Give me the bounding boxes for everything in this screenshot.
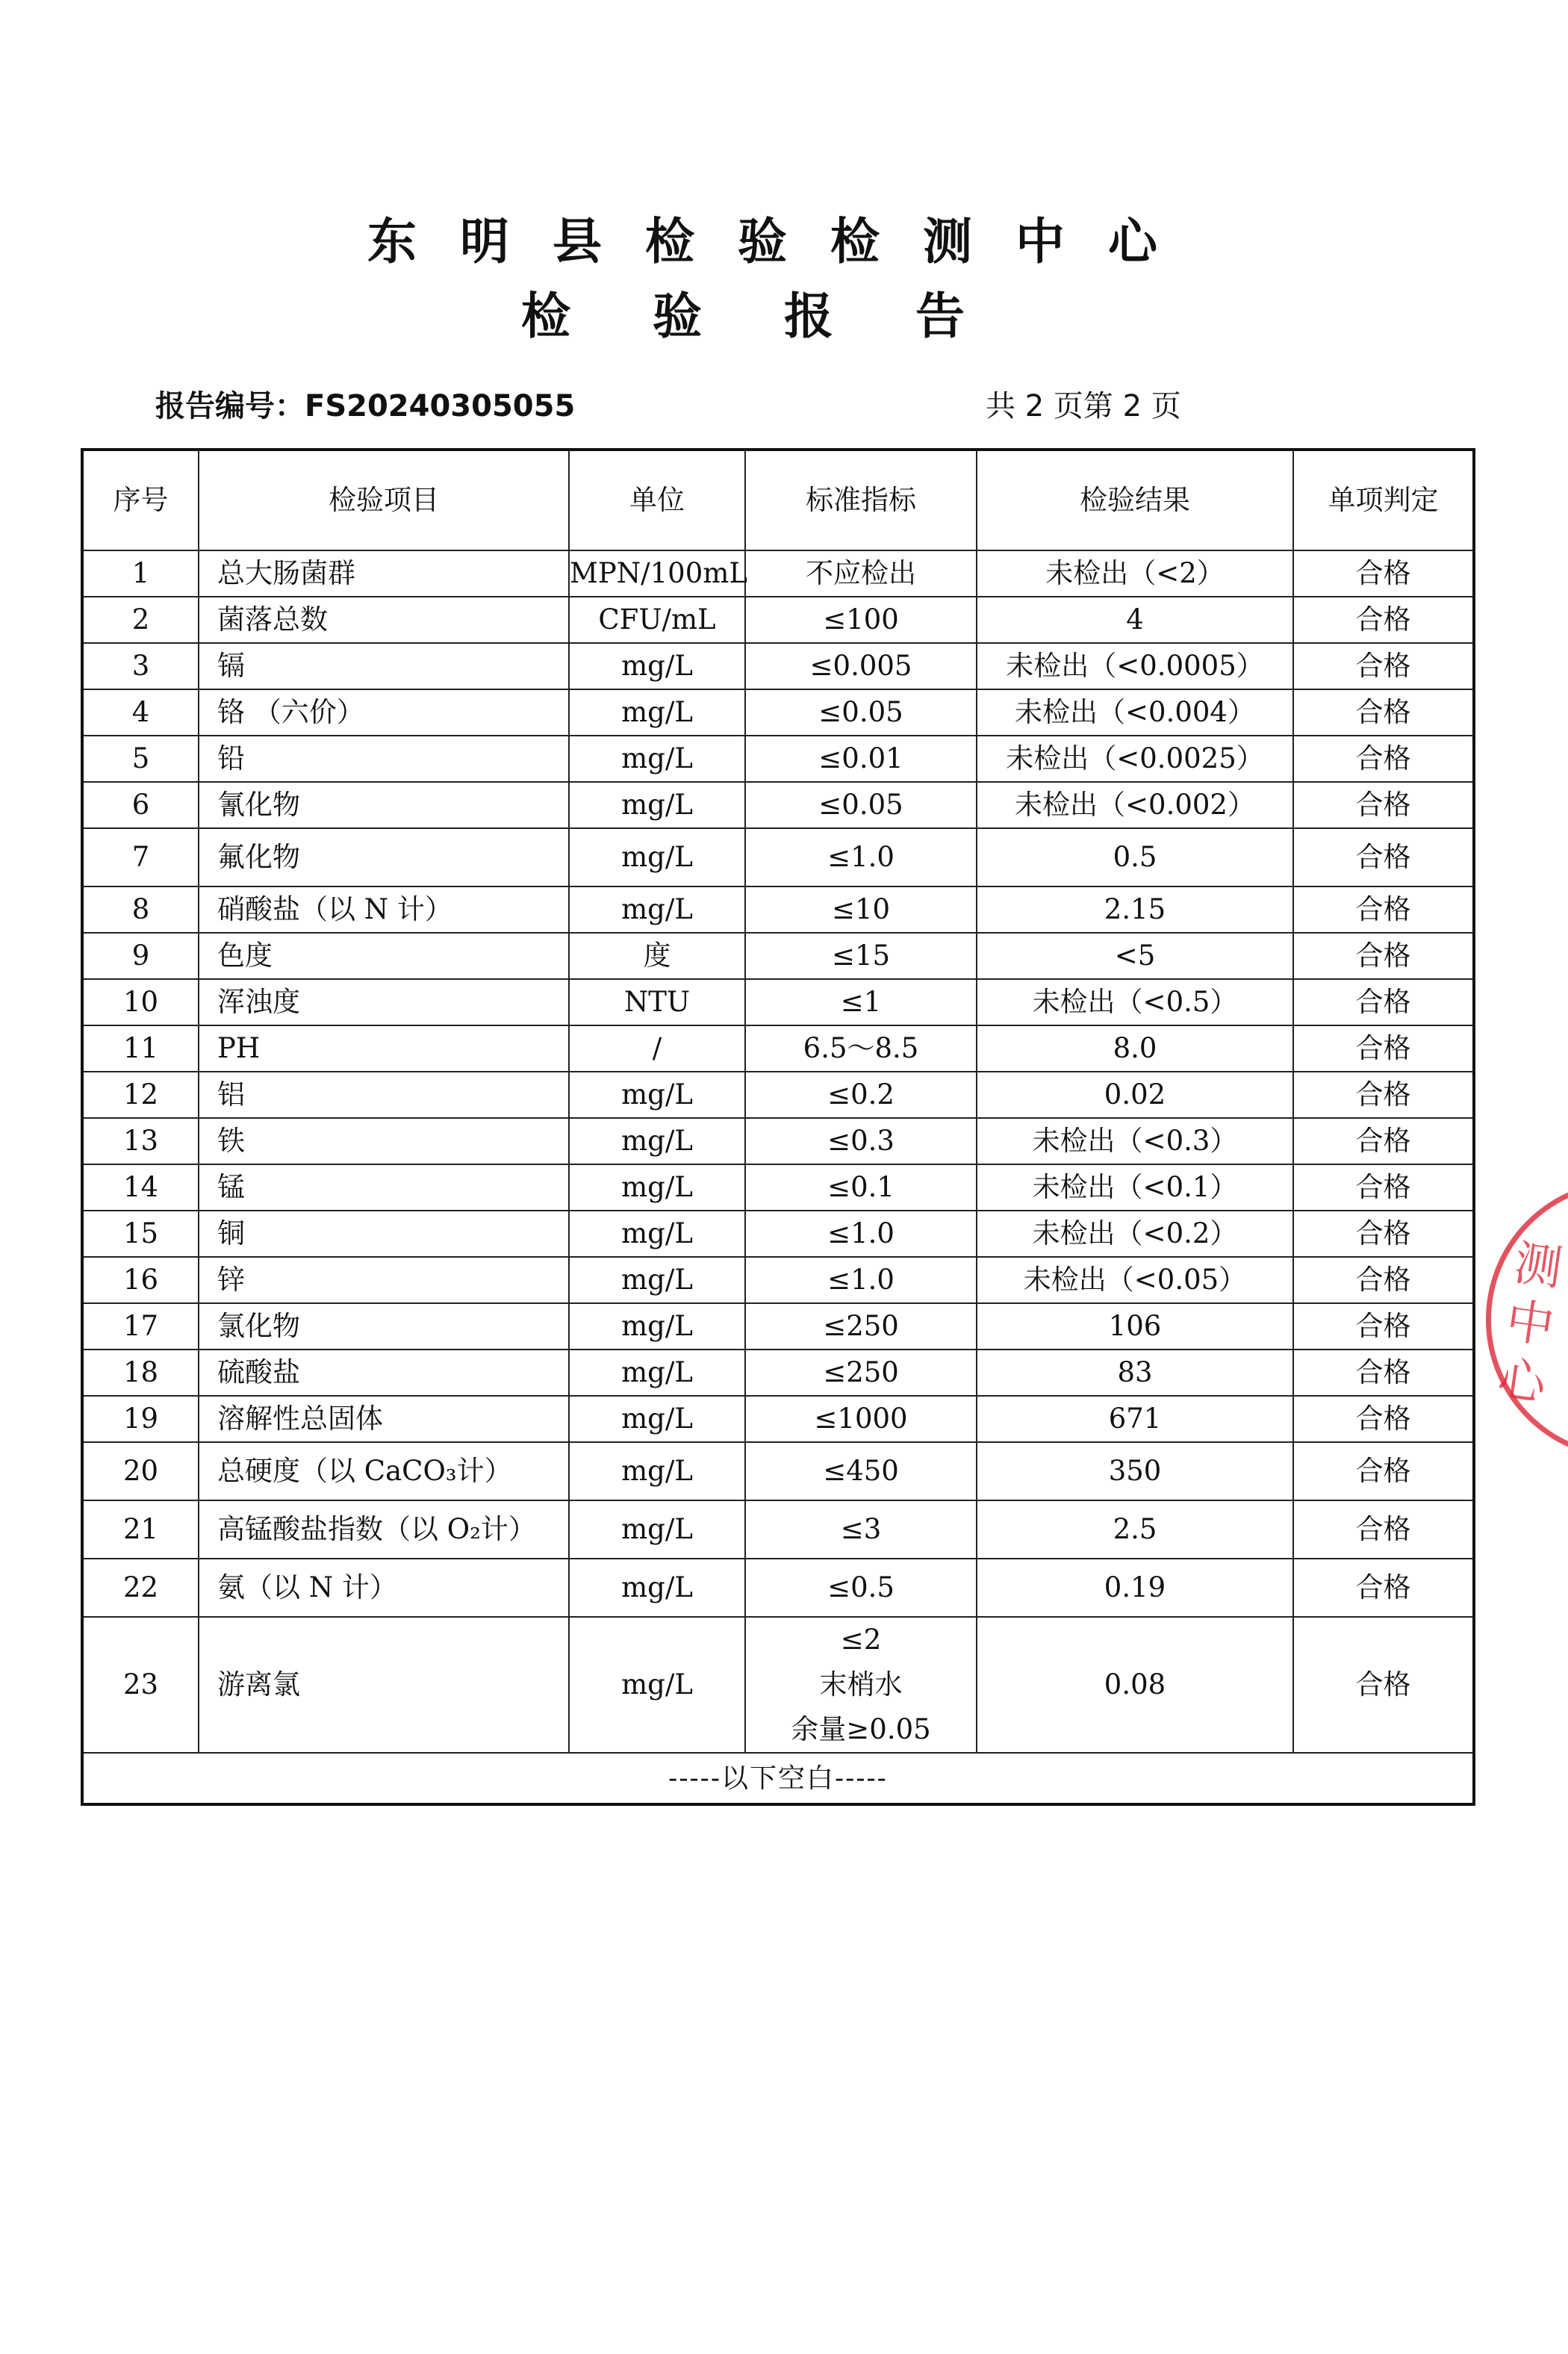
cell-unit: mg/L (569, 1303, 745, 1350)
cell-item: 铬 （六价） (199, 689, 569, 736)
cell-item: 镉 (199, 643, 569, 689)
cell-item: 色度 (199, 933, 569, 979)
cell-result: 2.15 (977, 886, 1293, 933)
table-row (82, 1118, 1474, 1164)
cell-no: 16 (82, 1257, 199, 1303)
col-header-result: 检验结果 (977, 450, 1293, 550)
cell-item: 硝酸盐（以 N 计） (199, 886, 569, 933)
table-row (82, 1257, 1474, 1303)
cell-unit: NTU (569, 979, 745, 1025)
table-row (82, 1025, 1474, 1072)
cell-judgement: 合格 (1293, 1025, 1474, 1072)
cell-unit: mg/L (569, 736, 745, 782)
cell-standard: ≤1.0 (745, 1257, 977, 1303)
cell-standard: 不应检出 (745, 550, 977, 597)
cell-item: 铅 (199, 736, 569, 782)
cell-standard: ≤1.0 (745, 1211, 977, 1257)
cell-result: 未检出（<0.002） (977, 782, 1293, 828)
cell-standard: ≤100 (745, 597, 977, 643)
cell-standard: ≤0.05 (745, 689, 977, 736)
cell-item: PH (199, 1025, 569, 1072)
table-row (82, 736, 1474, 782)
report-title: 检验报告 (521, 288, 1047, 345)
cell-result: 671 (977, 1396, 1293, 1442)
cell-standard: ≤3 (745, 1500, 977, 1559)
cell-judgement: 合格 (1293, 1257, 1474, 1303)
cell-judgement: 合格 (1293, 597, 1474, 643)
cell-judgement: 合格 (1293, 782, 1474, 828)
report-table (81, 448, 1475, 1806)
table-row (82, 1350, 1474, 1396)
table-row (82, 1164, 1474, 1211)
table-row (82, 979, 1474, 1025)
cell-result: 未检出（<0.2） (977, 1211, 1293, 1257)
cell-no: 22 (82, 1559, 199, 1617)
cell-standard: ≤10 (745, 886, 977, 933)
cell-item: 锌 (199, 1257, 569, 1303)
cell-judgement: 合格 (1293, 828, 1474, 886)
cell-unit: mg/L (569, 1442, 745, 1500)
cell-unit: mg/L (569, 782, 745, 828)
cell-judgement: 合格 (1293, 1350, 1474, 1396)
cell-item: 氯化物 (199, 1303, 569, 1350)
cell-unit: mg/L (569, 689, 745, 736)
cell-result: 未检出（<0.004） (977, 689, 1293, 736)
cell-unit: / (569, 1025, 745, 1072)
cell-standard: ≤0.5 (745, 1559, 977, 1617)
table-row (82, 1500, 1474, 1559)
cell-unit: mg/L (569, 828, 745, 886)
col-header-standard: 标准指标 (745, 450, 977, 550)
cell-item: 氰化物 (199, 782, 569, 828)
table-body (82, 550, 1474, 1804)
cell-judgement: 合格 (1293, 1500, 1474, 1559)
col-header-judgement: 单项判定 (1293, 450, 1474, 550)
cell-unit: mg/L (569, 886, 745, 933)
cell-standard: ≤0.05 (745, 782, 977, 828)
cell-result: 8.0 (977, 1025, 1293, 1072)
cell-item: 铝 (199, 1072, 569, 1118)
cell-item: 游离氯 (199, 1617, 569, 1753)
cell-unit: mg/L (569, 1559, 745, 1617)
cell-item: 菌落总数 (199, 597, 569, 643)
table-row (82, 1559, 1474, 1617)
cell-unit: mg/L (569, 1118, 745, 1164)
cell-no: 8 (82, 886, 199, 933)
cell-result: 未检出（<0.3） (977, 1118, 1293, 1164)
standard-line: 余量≥0.05 (791, 1713, 931, 1745)
cell-result: 未检出（<0.5） (977, 979, 1293, 1025)
cell-no: 20 (82, 1442, 199, 1500)
cell-standard: ≤0.1 (745, 1164, 977, 1211)
seal-text: 测中心 (1494, 1235, 1566, 1413)
page-info: 共 2 页第 2 页 (986, 389, 1181, 423)
cell-no: 6 (82, 782, 199, 828)
cell-unit: MPN/100mL (569, 550, 745, 597)
cell-judgement: 合格 (1293, 1442, 1474, 1500)
cell-standard: 6.5～8.5 (745, 1025, 977, 1072)
cell-judgement: 合格 (1293, 550, 1474, 597)
cell-judgement: 合格 (1293, 1617, 1474, 1753)
cell-result: <5 (977, 933, 1293, 979)
cell-standard: ≤1 (745, 979, 977, 1025)
cell-unit: mg/L (569, 1396, 745, 1442)
cell-result: 未检出（<0.05） (977, 1257, 1293, 1303)
cell-result: 106 (977, 1303, 1293, 1350)
cell-unit: mg/L (569, 1257, 745, 1303)
cell-no: 9 (82, 933, 199, 979)
cell-no: 23 (82, 1617, 199, 1753)
cell-no: 3 (82, 643, 199, 689)
col-header-item: 检验项目 (199, 450, 569, 550)
table-row (82, 782, 1474, 828)
cell-no: 2 (82, 597, 199, 643)
cell-no: 13 (82, 1118, 199, 1164)
report-number-label: 报告编号： (155, 389, 305, 423)
cell-unit: 度 (569, 933, 745, 979)
cell-judgement: 合格 (1293, 1118, 1474, 1164)
cell-standard: ≤0.2 (745, 1072, 977, 1118)
cell-unit: mg/L (569, 1500, 745, 1559)
table-header-row (82, 450, 1474, 550)
report-number-value: FS20240305055 (305, 389, 576, 423)
cell-standard: ≤0.01 (745, 736, 977, 782)
cell-judgement: 合格 (1293, 736, 1474, 782)
cell-item: 高锰酸盐指数（以 O₂计） (199, 1500, 569, 1559)
cell-result: 未检出（<0.0005） (977, 643, 1293, 689)
cell-item: 溶解性总固体 (199, 1396, 569, 1442)
cell-judgement: 合格 (1293, 643, 1474, 689)
standard-line: ≤2 (840, 1624, 882, 1656)
cell-no: 21 (82, 1500, 199, 1559)
col-header-unit: 单位 (569, 450, 745, 550)
cell-result: 4 (977, 597, 1293, 643)
table-row (82, 886, 1474, 933)
cell-unit: mg/L (569, 1350, 745, 1396)
cell-result: 0.19 (977, 1559, 1293, 1617)
cell-unit: mg/L (569, 1617, 745, 1753)
cell-result: 未检出（<0.0025） (977, 736, 1293, 782)
table-footer-blank: -----以下空白----- (82, 1753, 1474, 1804)
table-row (82, 933, 1474, 979)
cell-standard: ≤0.005 (745, 643, 977, 689)
cell-item: 总大肠菌群 (199, 550, 569, 597)
institution-title: 东明县检验检测中心 (367, 213, 1201, 270)
cell-result: 0.5 (977, 828, 1293, 886)
cell-item: 总硬度（以 CaCO₃计） (199, 1442, 569, 1500)
cell-judgement: 合格 (1293, 1396, 1474, 1442)
cell-item: 浑浊度 (199, 979, 569, 1025)
cell-result: 0.08 (977, 1617, 1293, 1753)
report-number (155, 382, 575, 425)
cell-result: 83 (977, 1350, 1293, 1396)
cell-standard: ≤250 (745, 1350, 977, 1396)
cell-no: 12 (82, 1072, 199, 1118)
table-row (82, 1072, 1474, 1118)
table-row (82, 1442, 1474, 1500)
cell-result: 未检出（<0.1） (977, 1164, 1293, 1211)
official-seal-stamp (1486, 1180, 1568, 1459)
cell-judgement: 合格 (1293, 1303, 1474, 1350)
cell-result: 0.02 (977, 1072, 1293, 1118)
cell-result: 2.5 (977, 1500, 1293, 1559)
cell-standard: ≤1000 (745, 1396, 977, 1442)
cell-item: 锰 (199, 1164, 569, 1211)
cell-no: 14 (82, 1164, 199, 1211)
cell-no: 10 (82, 979, 199, 1025)
cell-no: 4 (82, 689, 199, 736)
cell-standard: ≤15 (745, 933, 977, 979)
cell-unit: mg/L (569, 1072, 745, 1118)
cell-no: 19 (82, 1396, 199, 1442)
cell-item: 铁 (199, 1118, 569, 1164)
cell-item: 硫酸盐 (199, 1350, 569, 1396)
table-row (82, 1211, 1474, 1257)
table-row (82, 828, 1474, 886)
cell-item: 氨（以 N 计） (199, 1559, 569, 1617)
cell-no: 18 (82, 1350, 199, 1396)
table-row-23 (82, 1617, 1474, 1753)
cell-judgement: 合格 (1293, 1559, 1474, 1617)
table-row (82, 1303, 1474, 1350)
standard-line: 末梢水 (819, 1668, 903, 1701)
cell-judgement: 合格 (1293, 689, 1474, 736)
cell-item: 铜 (199, 1211, 569, 1257)
cell-judgement: 合格 (1293, 886, 1474, 933)
cell-result: 未检出（<2） (977, 550, 1293, 597)
cell-judgement: 合格 (1293, 933, 1474, 979)
cell-standard: ≤0.3 (745, 1118, 977, 1164)
cell-judgement: 合格 (1293, 1164, 1474, 1211)
cell-standard: ≤1.0 (745, 828, 977, 886)
cell-unit: CFU/mL (569, 597, 745, 643)
cell-standard: ≤450 (745, 1442, 977, 1500)
cell-judgement: 合格 (1293, 979, 1474, 1025)
cell-no: 1 (82, 550, 199, 597)
cell-unit: mg/L (569, 1164, 745, 1211)
table-row (82, 597, 1474, 643)
cell-no: 5 (82, 736, 199, 782)
table-row (82, 689, 1474, 736)
table-row (82, 643, 1474, 689)
cell-judgement: 合格 (1293, 1211, 1474, 1257)
cell-result: 350 (977, 1442, 1293, 1500)
cell-unit: mg/L (569, 643, 745, 689)
cell-unit: mg/L (569, 1211, 745, 1257)
cell-no: 17 (82, 1303, 199, 1350)
cell-no: 7 (82, 828, 199, 886)
cell-no: 15 (82, 1211, 199, 1257)
table-row (82, 1396, 1474, 1442)
table-row (82, 550, 1474, 597)
cell-standard (745, 1617, 977, 1753)
cell-standard: ≤250 (745, 1303, 977, 1350)
col-header-no: 序号 (82, 450, 199, 550)
cell-no: 11 (82, 1025, 199, 1072)
table-footer-row (82, 1753, 1474, 1804)
cell-judgement: 合格 (1293, 1072, 1474, 1118)
cell-item: 氟化物 (199, 828, 569, 886)
